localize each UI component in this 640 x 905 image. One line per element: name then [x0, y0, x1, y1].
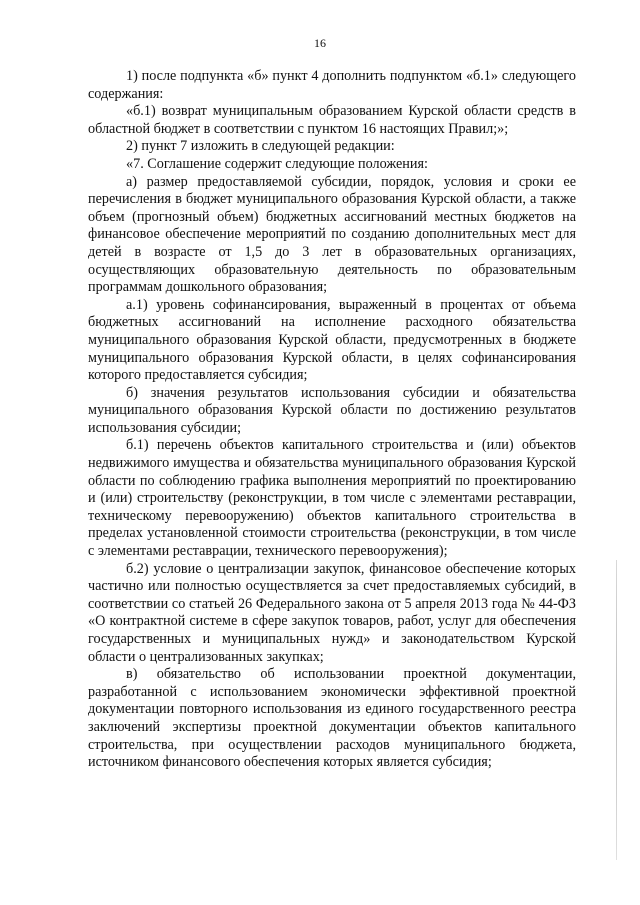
paragraph-7-intro: «7. Соглашение содержит следующие положения:	[126, 155, 428, 172]
paragraph-2: 2) пункт 7 изложить в следующей редакции:	[126, 138, 395, 155]
page-number: 16	[314, 36, 326, 50]
paragraph-b1: б.1) перечень объектов капитального строительства и (или) объектов недвижимого имущества и обязательства муниципального образования Курской области по соблюдению графика выполнения мероприятий по проектированию и (или) строительству (реконструкции, в том числе с элементами реставрации, техническому перевооружению) объектов капитального строительства в пределах установленной стоимости строительства (реконструкции, в том числе с элементами реставрации, технического перевооружения);	[88, 437, 576, 560]
paragraph-1: 1) после подпункта «б» пункт 4 дополнить подпунктом «б.1» следующего содержания:	[88, 68, 576, 102]
document-body	[88, 68, 576, 772]
paragraph-b: б) значения результатов использования субсидии и обязательства муниципального образования Курской области по достижению результатов использования субсидии;	[88, 384, 576, 436]
paragraph-a: а) размер предоставляемой субсидии, порядок, условия и сроки ее перечисления в бюджет муниципального образования Курской области, а также объем (прогнозный объем) бюджетных ассигнований местных бюджетов на финансовое обеспечение мероприятий по созданию дополнительных мест для детей в возрасте от 1,5 до 3 лет в образовательных организациях, осуществляющих образовательную деятельность по образовательным программам дошкольного образования;	[88, 173, 576, 296]
paragraph-a1: а.1) уровень софинансирования, выраженный в процентах от объема бюджетных ассигнований на исполнение расходного обязательства муниципального образования Курской области, предусмотренных в бюджете муниципального образования Курской области, в целях софинансирования которого предоставляется субсидия;	[88, 296, 576, 384]
scan-edge-line	[616, 560, 617, 860]
paragraph-v: в) обязательство об использовании проектной документации, разработанной с использованием экономически эффективной проектной документации повторного использования из единого государственного реестра заключений экспертизы проектной документации объектов капитального строительства, при осуществлении расходов муниципального бюджета, источником финансового обеспечения которых является субсидия;	[88, 666, 576, 771]
paragraph-b1-quote: «б.1) возврат муниципальным образованием Курской области средств в областной бюджет в соответствии с пунктом 16 настоящих Правил;»;	[88, 103, 576, 137]
paragraph-b2: б.2) условие о централизации закупок, финансовое обеспечение которых частично или полностью осуществляется за счет предоставляемых субсидий, в соответствии со статьей 26 Федерального закона от 5 апреля 2013 года № 44-ФЗ «О контрактной системе в сфере закупок товаров, работ, услуг для обеспечения государственных и муниципальных нужд» и законодательством Курской области о централизованных закупках;	[88, 560, 576, 665]
